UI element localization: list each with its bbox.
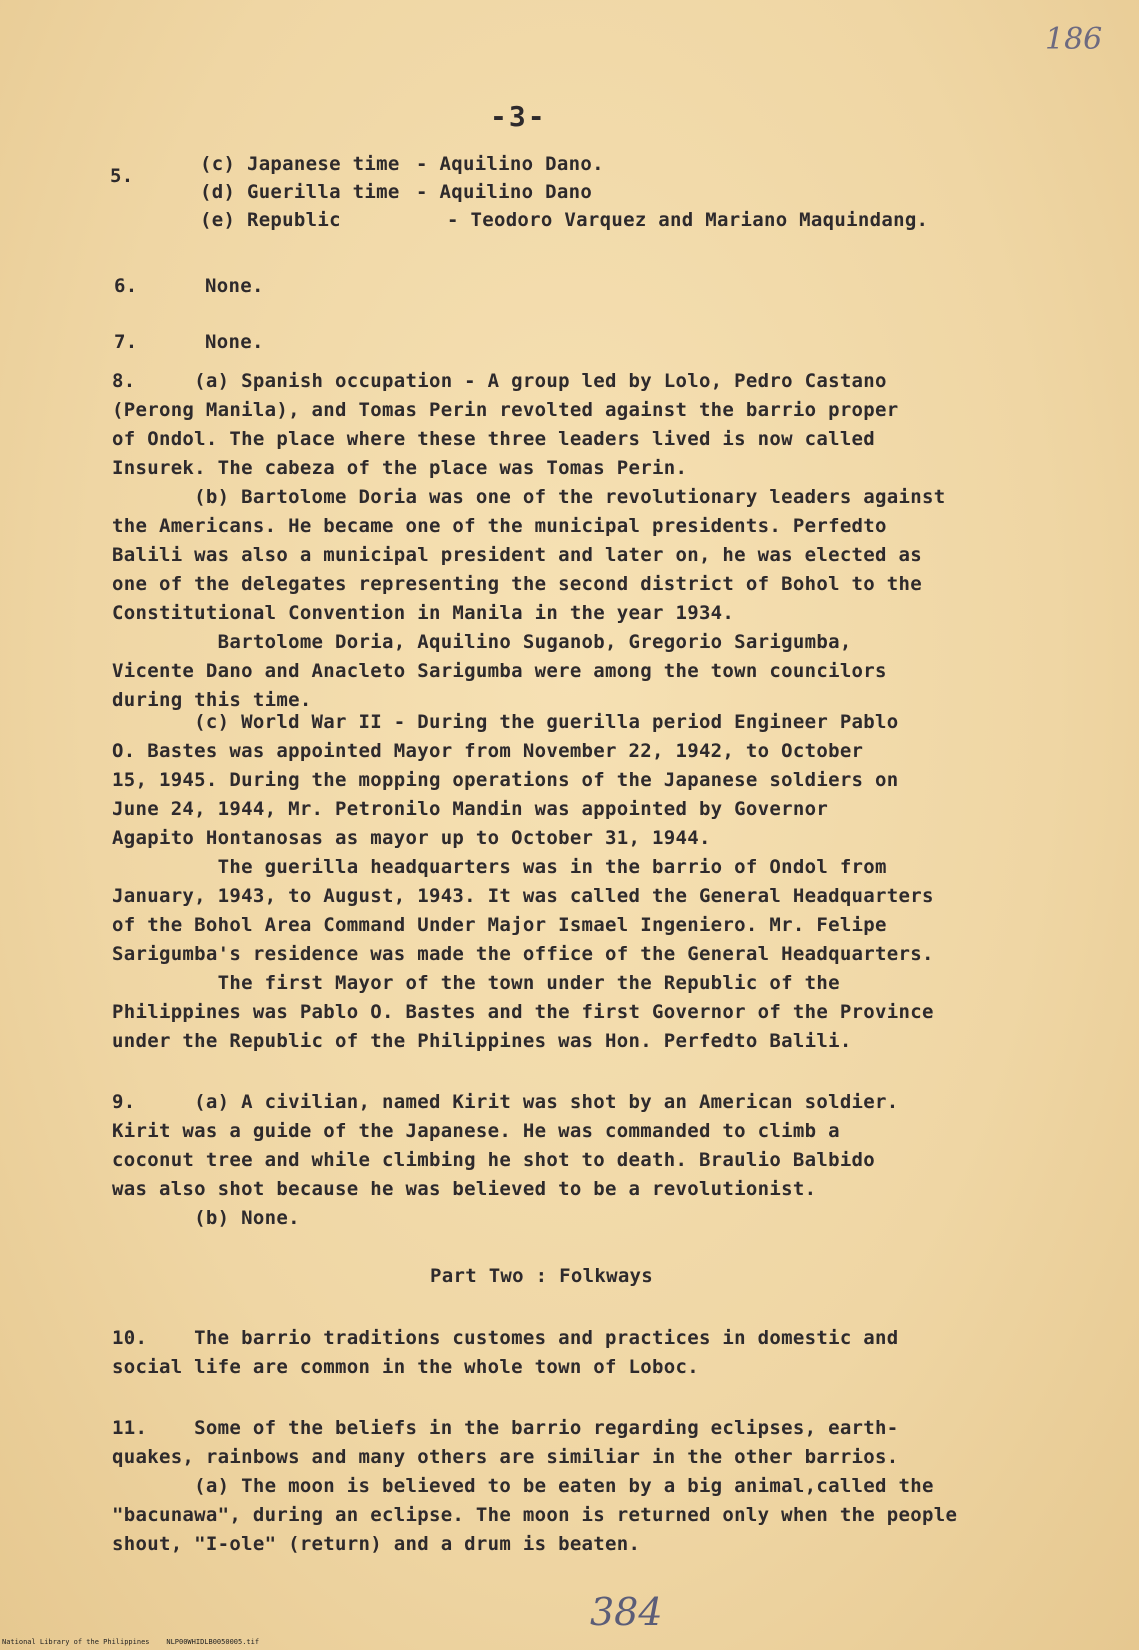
item8-line: June 24, 1944, Mr. Petronilo Mandin was appointed by Governor — [112, 798, 829, 820]
item9-line: Kirit was a guide of the Japanese. He was commanded to climb a — [112, 1120, 840, 1142]
item8-line: Vicente Dano and Anacleto Sarigumba were among the town councilors — [112, 660, 887, 682]
item10-line: 10. The barrio traditions customes and practices in domestic and — [112, 1327, 899, 1349]
item8-line: (Perong Manila), and Tomas Perin revolted against the barrio proper — [112, 399, 899, 421]
item6-text: None. — [205, 275, 264, 297]
item8-line: Bartolome Doria, Aquilino Suganob, Gregorio Sarigumba, — [112, 631, 852, 653]
item5-d-label: (d) Guerilla time — [200, 181, 400, 203]
item8-line: under the Republic of the Philippines was Hon. Perfedto Balili. — [112, 1030, 852, 1052]
page-number: -3- — [490, 100, 547, 133]
item9-line: (b) None. — [112, 1207, 300, 1229]
item8-line: The guerilla headquarters was in the barrio of Ondol from — [112, 856, 887, 878]
item5-e-value: - Teodoro Varquez and Mariano Maquindang. — [447, 209, 929, 231]
item8-line: Constitutional Convention in Manila in the year 1934. — [112, 602, 735, 624]
item9-line: coconut tree and while climbing he shot to death. Braulio Balbido — [112, 1149, 876, 1171]
item8-line: Balili was also a municipal president and later on, he was elected as — [112, 544, 922, 566]
item8-line: 8. (a) Spanish occupation - A group led by Lolo, Pedro Castano — [112, 370, 887, 392]
archive-footer: National Library of the Philippines NLP00WHIDLB0050005.tif — [2, 1638, 260, 1646]
item7-number: 7. — [114, 331, 138, 353]
item8-line: O. Bastes was appointed Mayor from November 22, 1942, to October — [112, 740, 864, 762]
item8-line: Insurek. The cabeza of the place was Tomas Perin. — [112, 457, 688, 479]
item5-number: 5. — [110, 165, 134, 187]
item5-e-label: (e) Republic — [200, 209, 341, 231]
item5-c-label: (c) Japanese time — [200, 153, 400, 175]
item10-line: social life are common in the whole town of Loboc. — [112, 1356, 699, 1378]
folio-number-bottom: 384 — [590, 1590, 663, 1634]
item8-line: The first Mayor of the town under the Republic of the — [112, 972, 840, 994]
item8-line: January, 1943, to August, 1943. It was called the General Headquarters — [112, 885, 934, 907]
item8-line: one of the delegates representing the second district of Bohol to the — [112, 573, 922, 595]
item8-line: during this time. — [112, 689, 312, 711]
folio-number-top: 186 — [1045, 22, 1103, 57]
item8-line: Agapito Hontanosas as mayor up to October 31, 1944. — [112, 827, 711, 849]
item8-line: (b) Bartolome Doria was one of the revolutionary leaders against — [112, 486, 946, 508]
item11-line: (a) The moon is believed to be eaten by a big animal,called the — [112, 1475, 934, 1497]
item8-line: of Ondol. The place where these three leaders lived is now called — [112, 428, 876, 450]
item9-line: 9. (a) A civilian, named Kirit was shot by an American soldier. — [112, 1091, 899, 1113]
item8-line: Sarigumba's residence was made the office of the General Headquarters. — [112, 943, 934, 965]
item9-line: was also shot because he was believed to be a revolutionist. — [112, 1178, 817, 1200]
item11-line: "bacunawa", during an eclipse. The moon is returned only when the people — [112, 1504, 958, 1526]
item8-line: (c) World War II - During the guerilla period Engineer Pablo — [112, 711, 899, 733]
item8-line: 15, 1945. During the mopping operations of the Japanese soldiers on — [112, 769, 899, 791]
item5-d-value: - Aquilino Dano — [416, 181, 593, 203]
item8-line: Philippines was Pablo O. Bastes and the first Governor of the Province — [112, 1001, 934, 1023]
item7-text: None. — [205, 331, 264, 353]
item8-line: the Americans. He became one of the municipal presidents. Perfedto — [112, 515, 887, 537]
item11-line: quakes, rainbows and many others are similiar in the other barrios. — [112, 1446, 899, 1468]
item5-c-value: - Aquilino Dano. — [416, 153, 604, 175]
item11-line: shout, "I-ole" (return) and a drum is beaten. — [112, 1533, 641, 1555]
section-heading: Part Two : Folkways — [430, 1265, 654, 1287]
item11-line: 11. Some of the beliefs in the barrio regarding eclipses, earth- — [112, 1417, 899, 1439]
item6-number: 6. — [114, 275, 138, 297]
item8-line: of the Bohol Area Command Under Major Ismael Ingeniero. Mr. Felipe — [112, 914, 887, 936]
